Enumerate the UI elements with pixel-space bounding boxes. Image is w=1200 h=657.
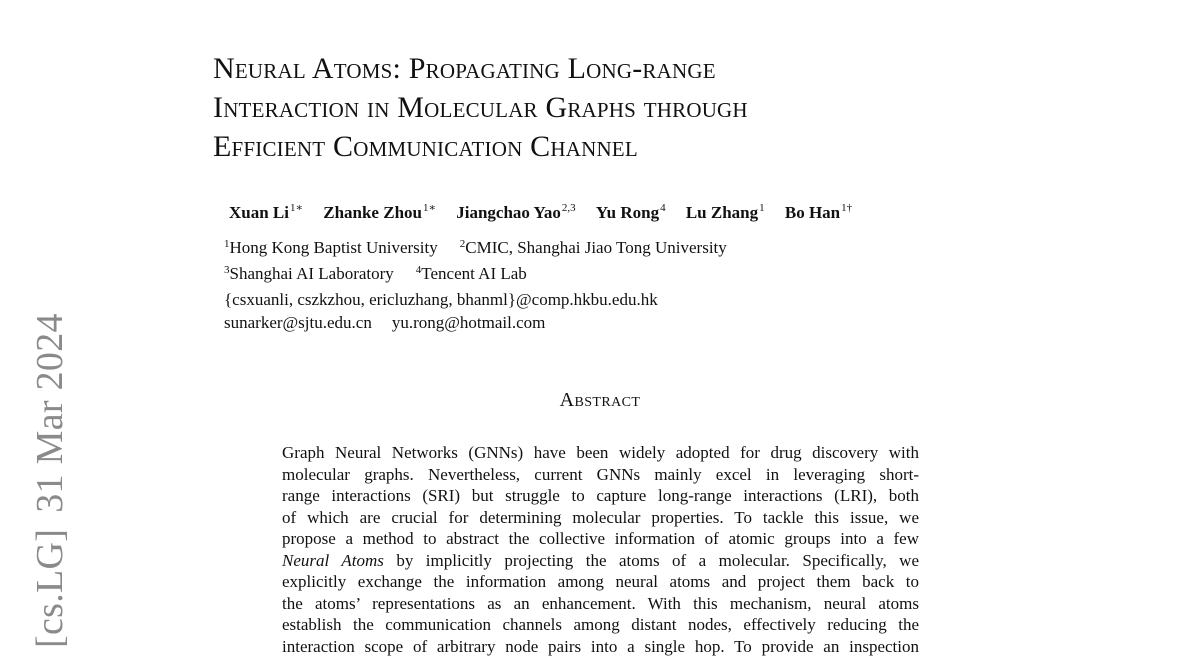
abstract-heading: Abstract bbox=[0, 389, 1200, 412]
email-hotmail: yu.rong@hotmail.com bbox=[392, 313, 546, 332]
abstract-line: explicitly exchange the information among neural atoms and project them back to bbox=[282, 571, 919, 593]
abstract-line: the atoms’ representations as an enhancement. With this mechanism, neural atoms bbox=[282, 593, 919, 615]
neural-atoms-term: Neural Atoms bbox=[282, 551, 384, 570]
affiliation-name: Tencent AI Lab bbox=[421, 264, 527, 283]
affiliation-number: 2 bbox=[460, 238, 466, 250]
author bbox=[686, 202, 765, 223]
author-name: Yu Rong bbox=[596, 203, 659, 222]
author bbox=[456, 202, 575, 223]
title-line: Interaction in Molecular Graphs through bbox=[213, 88, 973, 127]
abstract-line bbox=[282, 550, 919, 572]
author bbox=[785, 202, 852, 223]
abstract-line: molecular graphs. Nevertheless, current GNNs mainly excel in leveraging short- bbox=[282, 464, 919, 486]
author bbox=[229, 201, 303, 223]
email-row bbox=[224, 311, 658, 334]
author bbox=[596, 202, 666, 223]
author-affiliation-marks: 1∗ bbox=[423, 202, 436, 214]
author-affiliation-marks: 4 bbox=[660, 202, 666, 214]
affiliation-row bbox=[224, 259, 727, 285]
affiliation-name: CMIC, Shanghai Jiao Tong University bbox=[465, 238, 727, 257]
author-name: Zhanke Zhou bbox=[323, 203, 422, 222]
author-name: Xuan Li bbox=[229, 203, 289, 222]
author-name: Lu Zhang bbox=[686, 203, 758, 222]
email-sjtu: sunarker@sjtu.edu.cn bbox=[224, 313, 372, 332]
author-affiliation-marks: 1∗ bbox=[290, 202, 303, 214]
abstract-line: Graph Neural Networks (GNNs) have been widely adopted for drug discovery with bbox=[282, 442, 919, 464]
affiliations bbox=[224, 233, 727, 285]
affiliation-name: Hong Kong Baptist University bbox=[230, 238, 438, 257]
arxiv-category: [cs.LG] bbox=[29, 529, 71, 648]
abstract-body bbox=[282, 442, 919, 657]
affiliation-number: 1 bbox=[224, 238, 230, 250]
author bbox=[323, 201, 436, 223]
affiliation-number: 4 bbox=[416, 264, 422, 276]
arxiv-date: 31 Mar 2024 bbox=[29, 313, 71, 513]
arxiv-stamp bbox=[28, 313, 72, 648]
author-affiliation-marks: 1 bbox=[759, 202, 765, 214]
author-name: Bo Han bbox=[785, 203, 840, 222]
title-line: Efficient Communication Channel bbox=[213, 127, 973, 166]
abstract-line: range interactions (SRI) but struggle to capture long-range interactions (LRI), both bbox=[282, 485, 919, 507]
abstract-line: of which are crucial for determining molecular properties. To tackle this issue, we bbox=[282, 507, 919, 529]
abstract-line: propose a method to abstract the collective information of atomic groups into a few bbox=[282, 528, 919, 550]
abstract-line-rest: by implicitly projecting the atoms of a molecular. Specifically, we bbox=[396, 551, 919, 570]
author-emails bbox=[224, 288, 658, 334]
affiliation-number: 3 bbox=[224, 264, 230, 276]
abstract-line: establish the communication channels among distant nodes, effectively reducing the bbox=[282, 614, 919, 636]
title-line: Neural Atoms: Propagating Long-range bbox=[213, 49, 973, 88]
author-list bbox=[229, 201, 868, 223]
abstract-line: interaction scope of arbitrary node pairs into a single hop. To provide an inspection bbox=[282, 636, 919, 657]
author-affiliation-marks: 2,3 bbox=[562, 202, 576, 214]
paper-title bbox=[213, 49, 973, 166]
affiliation-row bbox=[224, 233, 727, 259]
author-affiliation-marks: 1† bbox=[841, 202, 852, 214]
email-hkbu: {csxuanli, cszkzhou, ericluzhang, bhanml}@comp.hkbu.edu.hk bbox=[224, 288, 658, 311]
author-name: Jiangchao Yao bbox=[456, 203, 561, 222]
affiliation-name: Shanghai AI Laboratory bbox=[230, 264, 394, 283]
